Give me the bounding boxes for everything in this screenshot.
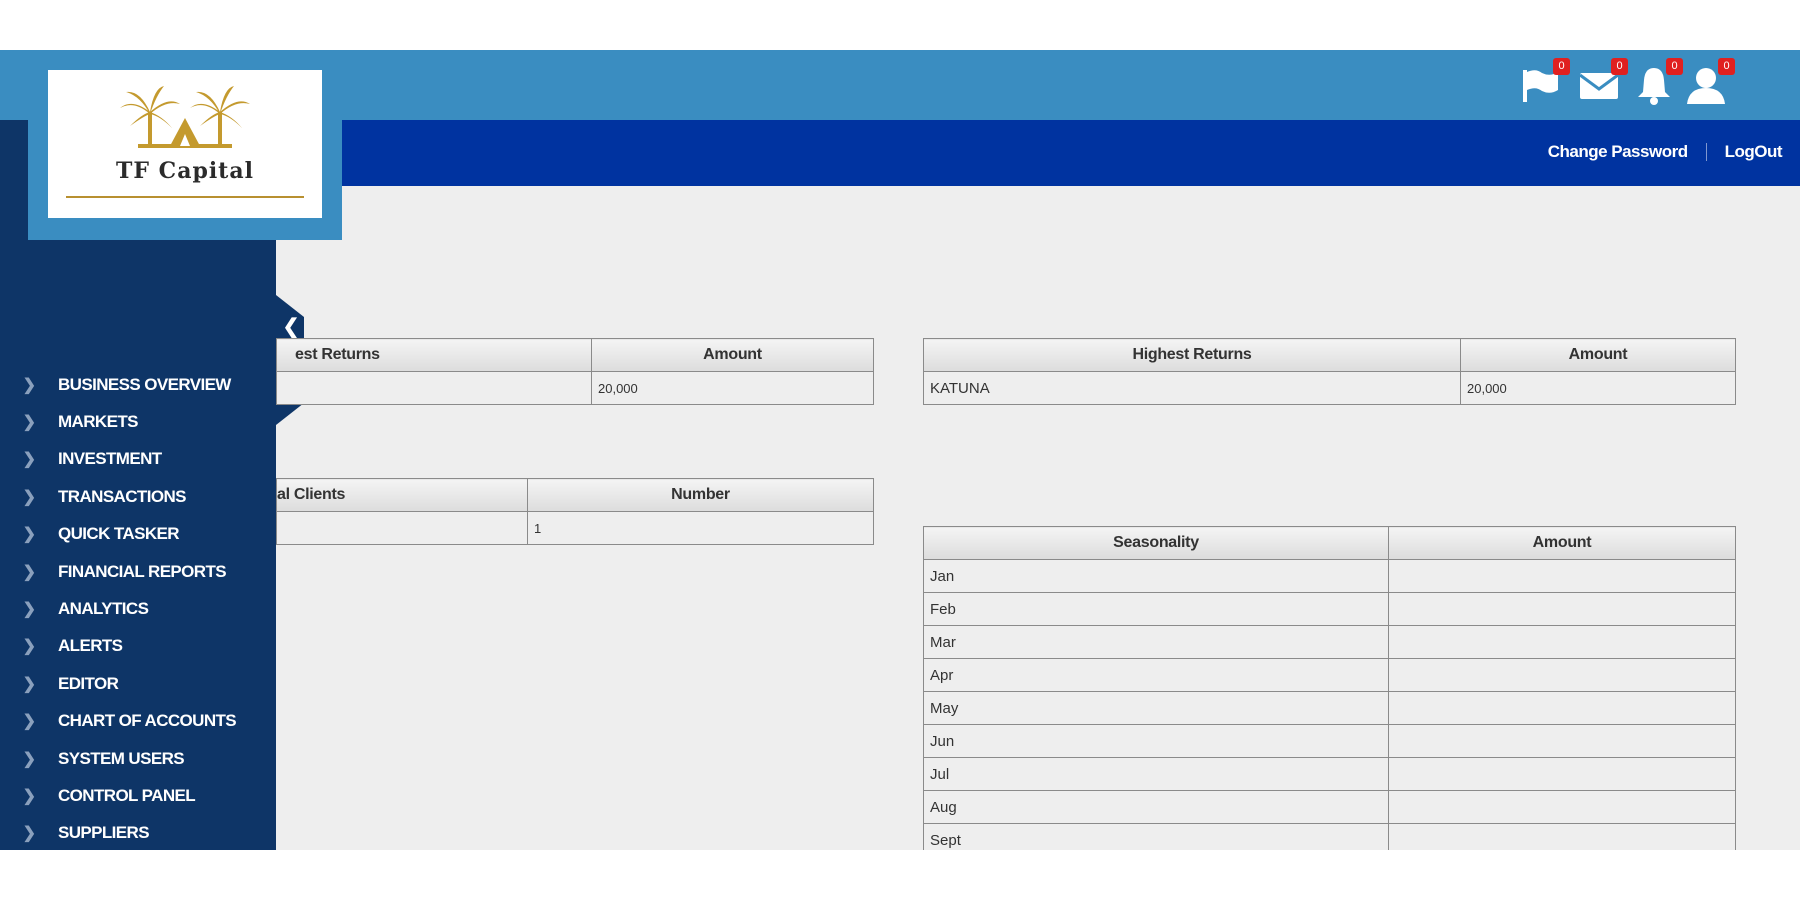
chevron-right-icon: ❯ [22, 675, 36, 693]
flag-icon[interactable] [1520, 60, 1565, 106]
table-cell: Jan [924, 560, 1389, 593]
sidebar-item-label: QUICK TASKER [58, 524, 179, 544]
clients-table [276, 478, 874, 545]
table-cell: Sept [924, 824, 1389, 851]
table-cell [277, 512, 528, 545]
sidebar-item-alerts[interactable] [0, 628, 276, 665]
table-cell: Jul [924, 758, 1389, 791]
sidebar-menu [0, 366, 276, 850]
sidebar-item-label: CHART OF ACCOUNTS [58, 711, 237, 731]
flag-badge: 0 [1553, 58, 1570, 75]
logout-link[interactable]: LogOut [1724, 142, 1782, 161]
sidebar-item-quick-tasker[interactable] [0, 516, 276, 553]
table-cell: Mar [924, 626, 1389, 659]
sidebar-item-transactions[interactable] [0, 478, 276, 515]
highest-returns-table [923, 338, 1736, 405]
sidebar-item-label: CONTROL PANEL [58, 785, 196, 805]
table-cell [277, 372, 592, 405]
table-row [924, 659, 1736, 692]
change-password-link[interactable]: Change Password [1547, 142, 1688, 161]
sidebar-item-label: SYSTEM USERS [58, 748, 184, 768]
table-cell [1389, 593, 1736, 626]
sidebar-item-label: ANALYTICS [58, 599, 149, 619]
chevron-right-icon: ❯ [22, 601, 36, 619]
table-row [924, 791, 1736, 824]
sidebar-item-editor[interactable] [0, 665, 276, 702]
sidebar-item-label: MARKETS [58, 412, 138, 432]
table-header: Amount [592, 339, 874, 372]
table-cell [1389, 758, 1736, 791]
table-cell: 20,000 [592, 372, 874, 405]
lowest-returns-table [276, 338, 874, 405]
sidebar-item-business-overview[interactable] [0, 366, 276, 403]
bell-icon[interactable] [1633, 60, 1678, 106]
sidebar-item-investment[interactable] [0, 441, 276, 478]
chevron-right-icon: ❯ [22, 451, 36, 469]
table-header: Highest Returns [924, 339, 1461, 372]
table-row [924, 560, 1736, 593]
chevron-right-icon: ❯ [22, 825, 36, 843]
chevron-right-icon: ❯ [22, 713, 36, 731]
app-window [0, 50, 1800, 850]
table-row [924, 692, 1736, 725]
table-cell [1389, 791, 1736, 824]
sidebar-item-chart-of-accounts[interactable] [0, 703, 276, 740]
sidebar-item-analytics[interactable] [0, 590, 276, 627]
table-row [924, 824, 1736, 851]
logo-frame [28, 50, 342, 240]
table-cell [1389, 692, 1736, 725]
table-cell: KATUNA [924, 372, 1461, 405]
sidebar-item-label: INVESTMENT [58, 449, 162, 469]
sidebar-item-label: EDITOR [58, 673, 119, 693]
table-header: al Clients [277, 479, 528, 512]
chevron-right-icon: ❯ [22, 488, 36, 506]
user-badge: 0 [1718, 58, 1735, 75]
sidebar-item-label: FINANCIAL REPORTS [58, 561, 226, 581]
chevron-right-icon: ❯ [22, 563, 36, 581]
table-cell [1389, 626, 1736, 659]
sidebar-item-financial-reports[interactable] [0, 553, 276, 590]
sidebar-item-label: TRANSACTIONS [58, 486, 186, 506]
table-cell: 1 [528, 512, 874, 545]
mail-icon[interactable] [1578, 60, 1623, 106]
account-links [1548, 142, 1782, 162]
palm-tree-logo-icon [118, 84, 252, 154]
sidebar-item-control-panel[interactable] [0, 777, 276, 814]
sidebar-item-label: SUPPLIERS [58, 823, 149, 843]
table-cell [1389, 560, 1736, 593]
logo[interactable] [48, 70, 322, 218]
table-cell: 20,000 [1461, 372, 1736, 405]
table-row [924, 725, 1736, 758]
table-cell: Feb [924, 593, 1389, 626]
logo-underline [66, 196, 304, 198]
table-row [924, 626, 1736, 659]
table-row [277, 512, 874, 545]
collapse-left-icon[interactable]: ❮ [282, 316, 300, 338]
table-cell: Aug [924, 791, 1389, 824]
table-cell [1389, 659, 1736, 692]
sidebar-item-label: ALERTS [58, 636, 123, 656]
logo-text: TF Capital [116, 158, 254, 184]
sidebar-item-label: BUSINESS OVERVIEW [58, 374, 231, 394]
chevron-right-icon: ❯ [22, 787, 36, 805]
table-row [924, 372, 1736, 405]
table-row [924, 758, 1736, 791]
chevron-right-icon: ❯ [22, 750, 36, 768]
chevron-right-icon: ❯ [22, 414, 36, 432]
mail-badge: 0 [1611, 58, 1628, 75]
table-cell: May [924, 692, 1389, 725]
table-cell [1389, 824, 1736, 851]
table-row [277, 372, 874, 405]
table-header: est Returns [277, 339, 592, 372]
table-row [924, 593, 1736, 626]
table-header: Seasonality [924, 527, 1389, 560]
seasonality-table [923, 526, 1736, 850]
sidebar-item-markets[interactable] [0, 403, 276, 440]
chevron-right-icon: ❯ [22, 376, 36, 394]
table-header: Number [528, 479, 874, 512]
chevron-right-icon: ❯ [22, 638, 36, 656]
link-divider [1706, 143, 1707, 161]
table-header: Amount [1389, 527, 1736, 560]
table-header: Amount [1461, 339, 1736, 372]
chevron-right-icon: ❯ [22, 526, 36, 544]
table-cell [1389, 725, 1736, 758]
sidebar-item-suppliers[interactable] [0, 815, 276, 850]
user-icon[interactable] [1685, 60, 1730, 106]
bell-badge: 0 [1666, 58, 1683, 75]
table-cell: Apr [924, 659, 1389, 692]
sidebar-item-system-users[interactable] [0, 740, 276, 777]
table-cell: Jun [924, 725, 1389, 758]
